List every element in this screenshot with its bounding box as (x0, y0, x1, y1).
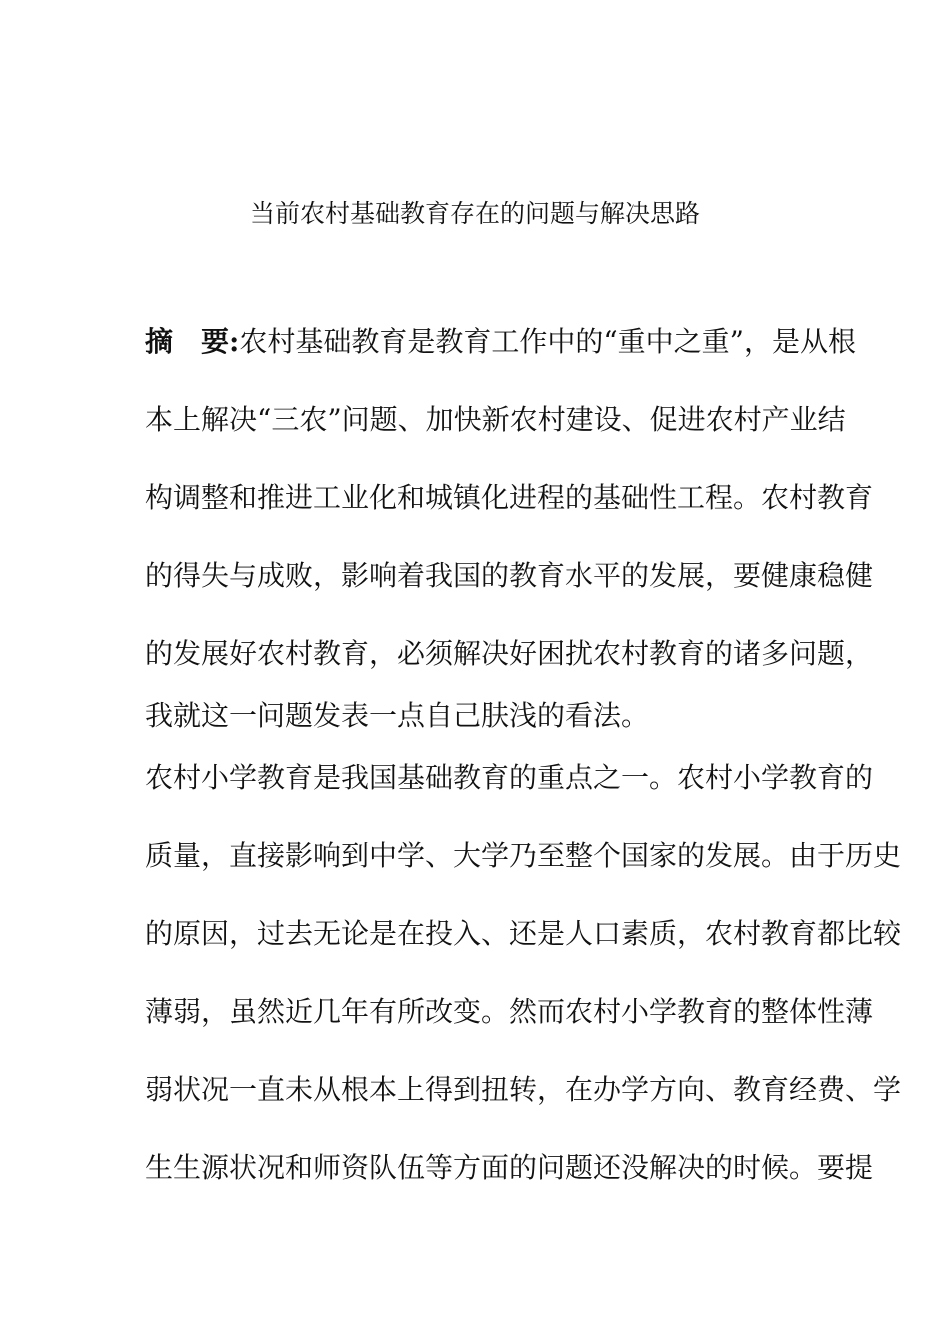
abstract-line: 的发展好农村教育，必须解决好困扰农村教育的诸多问题， (145, 637, 874, 670)
body-line: 生生源状况和师资队伍等方面的问题还没解决的时候。要提 (145, 1151, 874, 1184)
body-line: 弱状况一直未从根本上得到扭转，在办学方向、教育经费、学 (145, 1073, 902, 1106)
body-line: 薄弱，虽然近几年有所改变。然而农村小学教育的整体性薄 (145, 995, 874, 1028)
abstract-line (145, 322, 856, 362)
abstract-line: 本上解决“三农”问题、加快新农村建设、促进农村产业结 (145, 403, 846, 436)
document-title: 当前农村基础教育存在的问题与解决思路 (249, 199, 700, 228)
body-line: 的原因，过去无论是在投入、还是人口素质，农村教育都比较 (145, 917, 902, 950)
body-line: 农村小学教育是我国基础教育的重点之一。农村小学教育的 (145, 761, 874, 794)
abstract-line: 我就这一问题发表一点自己肤浅的看法。 (145, 699, 650, 732)
body-line: 质量，直接影响到中学、大学乃至整个国家的发展。由于历史 (145, 839, 902, 872)
abstract-line: 构调整和推进工业化和城镇化进程的基础性工程。农村教育 (145, 481, 874, 514)
abstract-label: 摘 要: (145, 325, 240, 358)
abstract-text: 农村基础教育是教育工作中的“重中之重”，是从根 (239, 325, 856, 358)
abstract-line: 的得失与成败，影响着我国的教育水平的发展，要健康稳健 (145, 559, 874, 592)
